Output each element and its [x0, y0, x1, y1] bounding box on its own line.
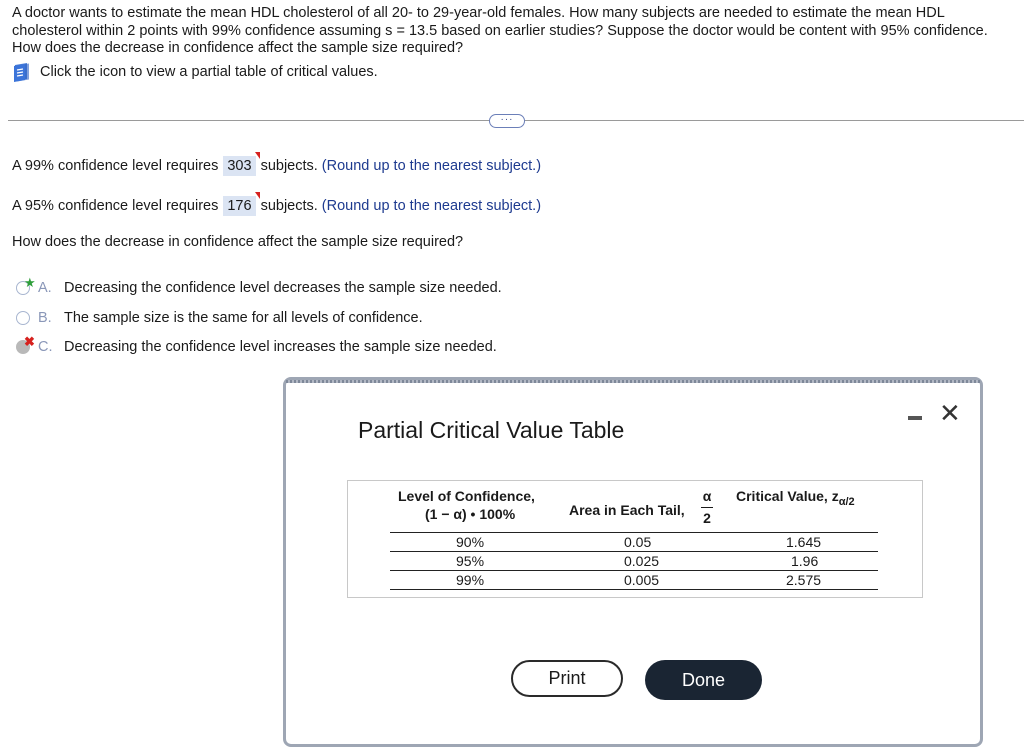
option-text[interactable]: Decreasing the confidence level increases the sample size needed. — [64, 339, 497, 355]
option-letter: C. — [38, 339, 53, 355]
header-area-frac-num: α — [702, 488, 712, 504]
table-link[interactable] — [12, 62, 378, 82]
radio-c[interactable] — [16, 334, 35, 354]
radio-b[interactable] — [16, 311, 30, 325]
header-critical — [736, 488, 855, 508]
cell-level: 90% — [456, 534, 485, 550]
minimize-icon[interactable] — [908, 416, 922, 420]
question-2: How does the decrease in confidence affect the sample size required? — [12, 234, 464, 250]
table-rule — [390, 532, 878, 533]
header-area-frac-den: 2 — [703, 510, 711, 526]
answer-prefix: A 95% confidence level requires — [12, 198, 219, 214]
answer-value: 176 — [227, 198, 252, 214]
option-a[interactable] — [16, 275, 502, 296]
answer-box-99[interactable] — [223, 156, 255, 176]
print-button[interactable]: Print — [511, 660, 623, 697]
modal-title: Partial Critical Value Table — [358, 417, 625, 443]
cell-level: 95% — [456, 553, 485, 569]
flag-icon — [255, 192, 260, 199]
option-letter: A. — [38, 280, 52, 296]
cell-area: 0.025 — [624, 553, 660, 569]
table-link-label[interactable]: Click the icon to view a partial table of critical values. — [40, 64, 378, 80]
answer-hint: (Round up to the nearest subject.) — [321, 198, 542, 214]
header-level-line1: Level of Confidence, — [398, 488, 535, 504]
star-icon: ★ — [24, 275, 36, 290]
header-critical-sub: α/2 — [838, 495, 855, 508]
fraction-bar — [701, 507, 713, 508]
cell-critical: 1.645 — [786, 534, 822, 550]
critical-value-modal — [283, 377, 983, 747]
answer-box-95[interactable] — [223, 196, 255, 216]
critical-value-table — [347, 480, 923, 598]
modal-top-border — [286, 380, 980, 383]
option-text[interactable]: Decreasing the confidence level decreases the sample size needed. — [64, 280, 502, 296]
close-icon[interactable]: ✕ — [939, 398, 961, 428]
expand-button[interactable]: ··· — [489, 114, 525, 128]
done-button[interactable]: Done — [645, 660, 762, 700]
answer-prefix: A 99% confidence level requires — [12, 158, 219, 174]
answer-suffix: subjects. — [260, 198, 318, 214]
cell-area: 0.005 — [624, 572, 660, 588]
option-text[interactable]: The sample size is the same for all levels of confidence. — [64, 310, 423, 326]
cell-area: 0.05 — [624, 534, 652, 550]
option-letter: B. — [38, 310, 52, 326]
option-b[interactable] — [16, 310, 423, 326]
table-rule — [390, 570, 878, 571]
answer-row-95 — [12, 196, 541, 216]
flag-icon — [255, 152, 260, 159]
cell-critical: 1.96 — [791, 553, 819, 569]
answer-suffix: subjects. — [260, 158, 318, 174]
cell-level: 99% — [456, 572, 485, 588]
table-rule — [390, 551, 878, 552]
answer-value: 303 — [227, 158, 252, 174]
question-text: A doctor wants to estimate the mean HDL cholesterol of all 20- to 29-year-old females. How many subjects are needed to estimate the mean HDL cholesterol within 2 points with 99% confidence assuming s = 13.5 based on earlier studies? Suppose the doctor would be content with 95% confidence. How does the decrease in confidence affect the sample size required? — [12, 5, 988, 56]
book-icon[interactable] — [12, 62, 34, 82]
header-level-line2: (1 − α) • 100% — [425, 506, 516, 522]
table-rule — [390, 589, 878, 590]
header-critical-label: Critical Value, z — [736, 488, 839, 504]
header-area: Area in Each Tail, — [569, 502, 685, 518]
cell-critical: 2.575 — [786, 572, 822, 588]
radio-a[interactable] — [16, 275, 36, 295]
answer-hint: (Round up to the nearest subject.) — [321, 158, 542, 174]
x-mark-icon: ✖ — [24, 334, 35, 349]
answer-row-99 — [12, 156, 541, 176]
option-c[interactable] — [16, 334, 497, 355]
